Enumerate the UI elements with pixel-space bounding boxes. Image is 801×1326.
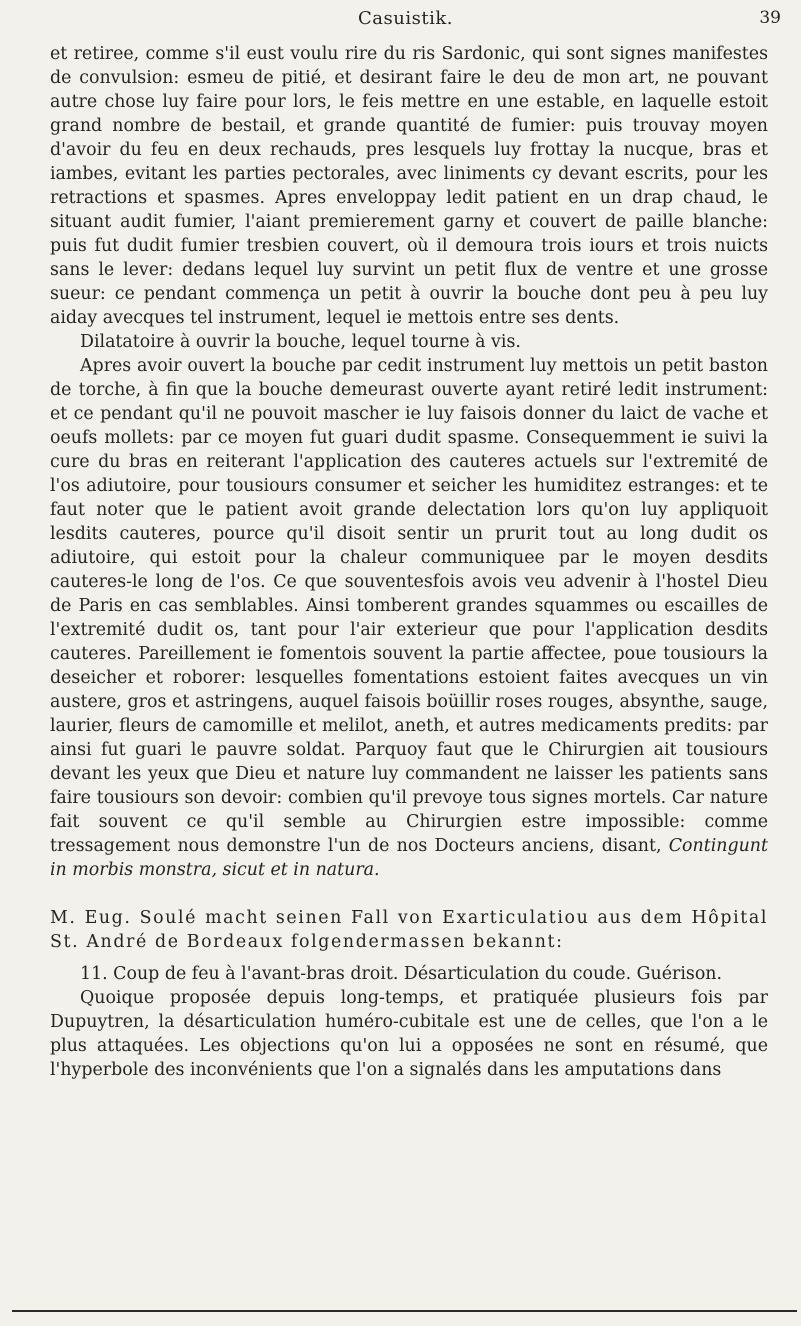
paragraph-treatment xyxy=(50,354,768,882)
running-head xyxy=(30,8,781,32)
paragraph-figure-caption: Dilatatoire à ouvrir la bouche, lequel tourne à vis. xyxy=(80,332,521,352)
paragraph-case-intro: M. Eug. Soulé macht seinen Fall von Exarticulatiou aus dem Hôpital St. André de Bordeaux folgendermassen bekannt: xyxy=(50,908,768,952)
page-number: 39 xyxy=(759,8,781,28)
section-gap xyxy=(50,882,768,906)
paragraph-continuation: et retiree, comme s'il eust voulu rire du ris Sardonic, qui sont signes manifestes de convulsion: esmeu de pitié, et desirant faire le deu de mon art, ne pouvant autre chose luy faire pour lors, le feis mettre en une estable, en laquelle estoit grand nombre de bestail, et grande quantité de fumier: puis trouvay moyen d'avoir du feu en deux rechauds, pres lesquels luy frottay la nucque, bras et iambes, evitant les parties pectorales, avec liniments cy devant escrits, pour les retractions et spasmes. Apres enveloppay ledit patient en un drap chaud, le situant audit fumier, l'aiant premierement garny et couvert de paille blanche: puis fut dudit fumier tresbien couvert, où il demoura trois iours et trois nuicts sans le lever: dedans lequel luy survint un petit flux de ventre et une grosse sueur: ce pendant commença un petit à ouvrir la bouche dont peu à peu luy aiday avecques tel instrument, lequel ie mettois entre ses dents. xyxy=(50,44,768,328)
page-edge-line xyxy=(12,1310,797,1312)
paragraph-case-heading: 11. Coup de feu à l'avant-bras droit. Désarticulation du coude. Guérison. xyxy=(80,964,723,984)
latin-quote: Contingunt in morbis monstra, sicut et in natura. xyxy=(50,836,768,880)
page-body xyxy=(50,42,768,1082)
paragraph-case-text: Quoique proposée depuis long-temps, et pratiquée plusieurs fois par Dupuytren, la désarticulation huméro-cubitale est une de celles, que l'on a le plus attaquées. Les objections qu'on lui a opposées ne sont en résumé, que l'hyperbole des inconvénients que l'on a signalés dans les amputations dans xyxy=(50,988,768,1080)
paragraph-treatment-text: Apres avoir ouvert la bouche par cedit instrument luy mettois un petit baston de torche, à fin que la bouche demeurast ouverte ayant retiré ledit instrument: et ce pendant qu'il ne pouvoit mascher ie luy faisois donner du laict de vache et oeufs mollets: par ce moyen fut guari dudit spasme. Consequemment ie suivi la cure du bras en reiterant l'application des cauteres actuels sur l'extremité de l'os adiutoire, pour tousiours consumer et seicher les humiditez estranges: et te faut noter que le patient avoit grande delectation lors qu'on luy appliquoit lesdits cauteres, pource qu'il disoit sentir un prurit tout au long dudit os adiutoire, qui estoit pour la chaleur communiquee par le moyen desdits cauteres-le long de l'os. Ce que souventesfois avois veu advenir à l'hostel Dieu de Paris en cas semblables. Ainsi tomberent grandes squammes ou escailles de l'extremité dudit os, tant pour l'air exterieur que pour l'application desdits cauteres. Pareillement ie fomentois souvent la partie affectee, poue tousiours la deseicher et roborer: lesquelles fomentations estoient faites avecques un vin austere, gros et astringens, auquel faisois boüillir roses rouges, absynthe, sauge, laurier, fleurs de camomille et melilot, aneth, et autres medicaments predits: par ainsi fut guari le pauvre soldat. Parquoy faut que le Chirurgien ait tousiours devant les yeux que Dieu et nature luy commandent ne laisser les patients sans faire tousiours son devoir: combien qu'il prevoye tous signes mortels. Car nature fait souvent ce qu'il semble au Chirurgien estre impossible: comme tressagement nous demonstre l'un de nos Docteurs anciens, disant, xyxy=(50,356,768,856)
small-gap xyxy=(50,954,768,962)
running-title: Casuistik. xyxy=(358,8,453,29)
